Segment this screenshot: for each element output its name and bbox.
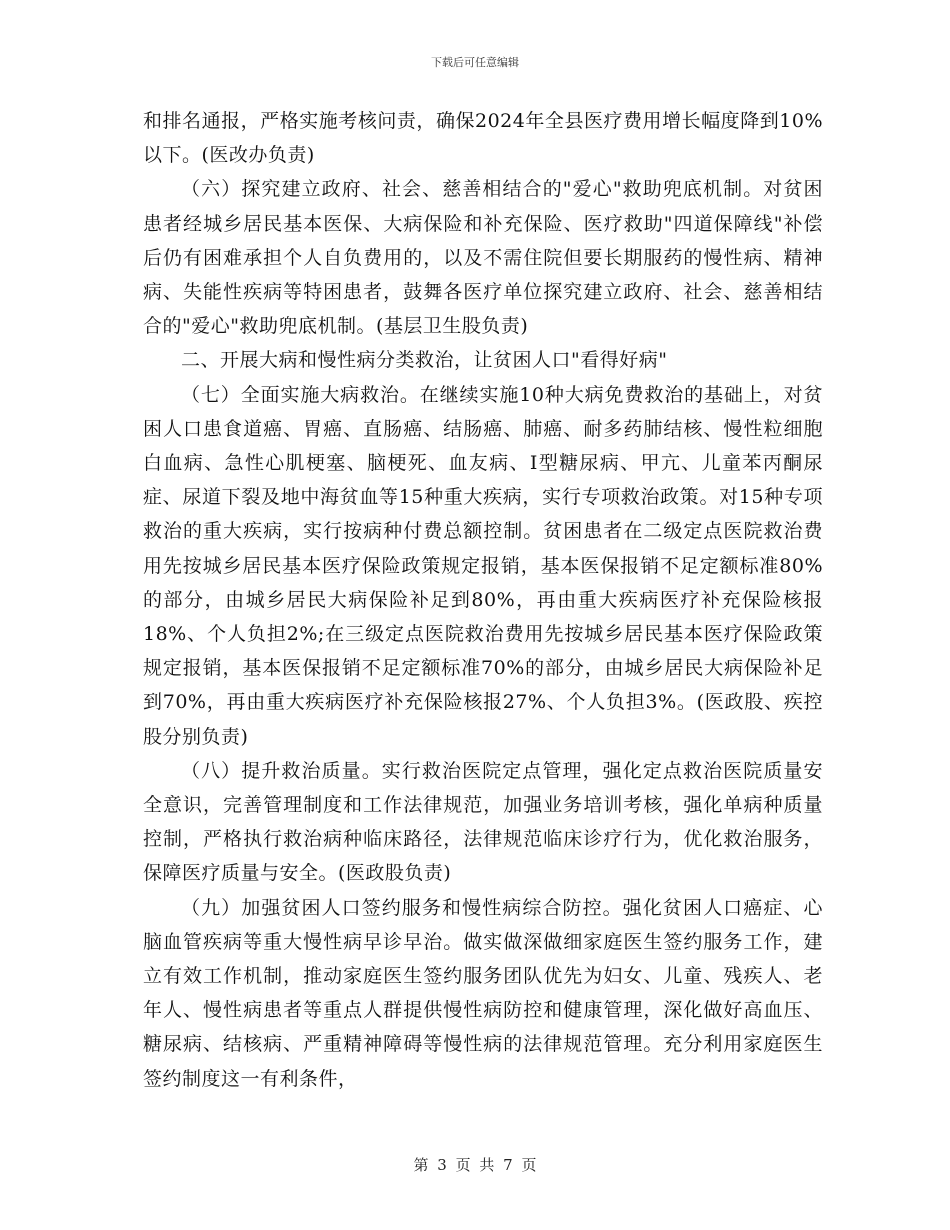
section-heading-2: 二、开展大病和慢性病分类救治，让贫困人口"看得好病" (181, 349, 668, 372)
paragraph-item-7: （七）全面实施大病救治。在继续实施10种大病免费救治的基础上，对贫困人口患食道癌、胃癌、直肠癌、结肠癌、肺癌、耐多药肺结核、慢性粒细胞白血病、急性心肌梗塞、脑梗死、血友病、Ⅰ型糖尿病、甲亢、儿童苯丙酮尿症、尿道下裂及地中海贫血等15种重大疾病，实行专项救治政策。对15种专项救治的重大疾病，实行按病种付费总额控制。贫困患者在二级定点医院救治费用先按城乡居民基本医疗保险政策规定报销，基本医保报销不足定额标准80%的部分，由城乡居民大病保险补足到80%，再由重大疾病医疗补充保险核报18%、个人负担2%;在三级定点医院救治费用先按城乡居民基本医疗保险政策规定报销，基本医保报销不足定额标准70%的部分，由城乡居民大病保险补足到70%，再由重大疾病医疗补充保险核报27%、个人负担3%。(医政股、疾控股分别负责) (143, 383, 823, 748)
page-header: 下载后可任意编辑 (431, 56, 519, 69)
document-body (143, 104, 823, 1096)
paragraph-item-9: （九）加强贫困人口签约服务和慢性病综合防控。强化贫困人口癌症、心脑血管疾病等重大慢性病早诊早治。做实做深做细家庭医生签约服务工作，建立有效工作机制，推动家庭医生签约服务团队优先为妇女、儿童、残疾人、老年人、慢性病患者等重点人群提供慢性病防控和健康管理，深化做好高血压、糖尿病、结核病、严重精神障碍等慢性病的法律规范管理。充分利用家庭医生签约制度这一有利条件， (143, 896, 823, 1090)
paragraph-continuation: 和排名通报，严格实施考核问责，确保2024年全县医疗费用增长幅度降到10%以下。(医改办负责) (143, 110, 823, 167)
paragraph-item-8: （八）提升救治质量。实行救治医院定点管理，强化定点救治医院质量安全意识，完善管理制度和工作法律规范，加强业务培训考核，强化单病种质量控制，严格执行救治病种临床路径，法律规范临床诊疗行为，优化救治服务，保障医疗质量与安全。(医政股负责) (143, 759, 823, 885)
page-number-footer: 第 3 页 共 7 页 (413, 1156, 537, 1174)
paragraph-item-6: （六）探究建立政府、社会、慈善相结合的"爱心"救助兜底机制。对贫困患者经城乡居民基本医保、大病保险和补充保险、医疗救助"四道保障线"补偿后仍有困难承担个人自负费用的，以及不需住院但要长期服药的慢性病、精神病、失能性疾病等特困患者，鼓舞各医疗单位探究建立政府、社会、慈善相结合的"爱心"救助兜底机制。(基层卫生股负责) (143, 178, 823, 338)
